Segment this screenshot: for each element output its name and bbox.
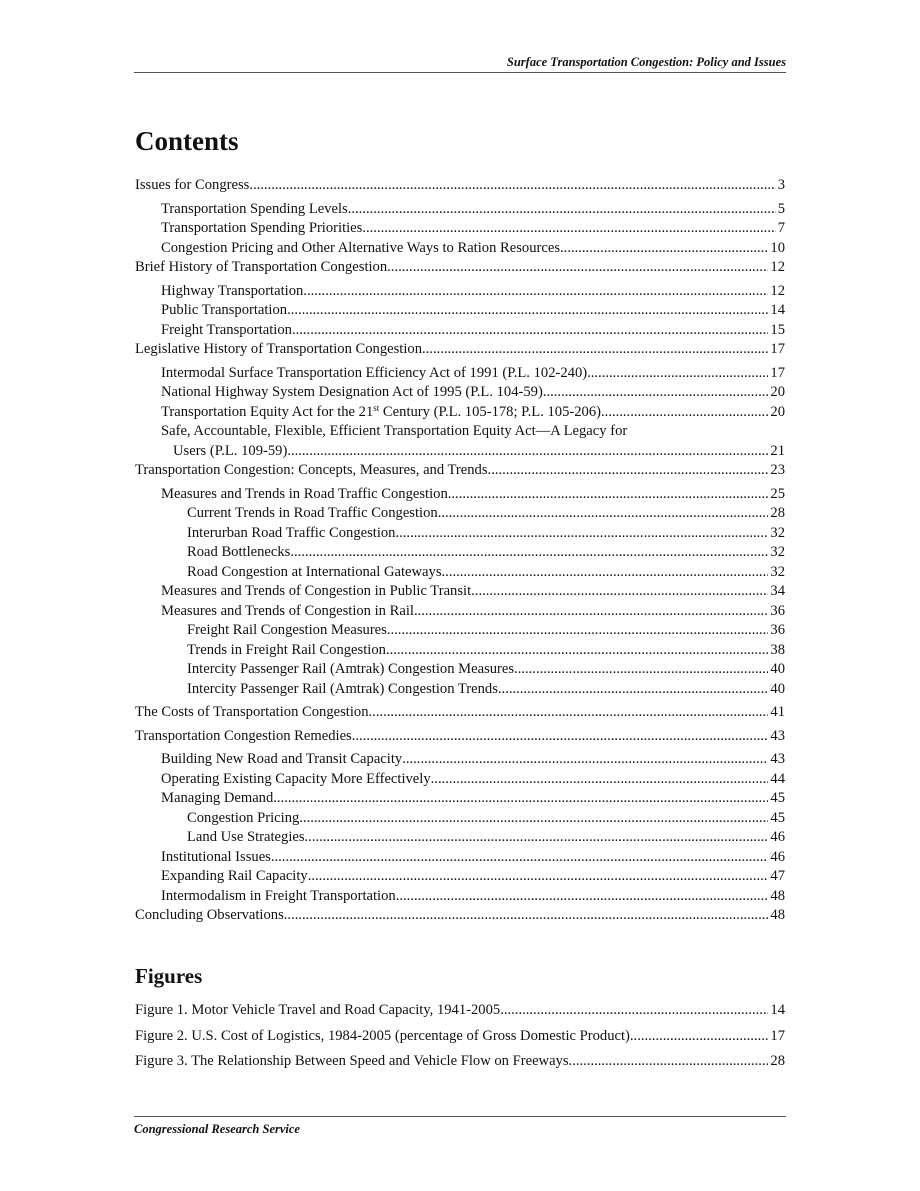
- toc-entry[interactable]: Freight Transportation ..... 15: [135, 321, 785, 341]
- figure-entry[interactable]: Figure 3. The Relationship Between Speed and Vehicle Flow on Freeways ..... 28: [135, 1052, 785, 1072]
- toc-entry[interactable]: Intercity Passenger Rail (Amtrak) Congestion Trends ..... 40: [135, 680, 785, 700]
- toc-entry[interactable]: Current Trends in Road Traffic Congestion ..... 28: [135, 504, 785, 524]
- toc-entry[interactable]: Users (P.L. 109-59) ..... 21: [135, 442, 785, 462]
- figure-entry[interactable]: Figure 2. U.S. Cost of Logistics, 1984-2005 (percentage of Gross Domestic Product) ..... 17: [135, 1027, 785, 1047]
- toc-entry[interactable]: Road Congestion at International Gateways ..... 32: [135, 563, 785, 583]
- toc-entry[interactable]: Measures and Trends of Congestion in Public Transit ..... 34: [135, 582, 785, 602]
- toc-entry[interactable]: Measures and Trends in Road Traffic Congestion ..... 25: [135, 485, 785, 505]
- toc-entry[interactable]: The Costs of Transportation Congestion ..... 41: [135, 703, 785, 723]
- toc-entry[interactable]: Transportation Congestion: Concepts, Measures, and Trends ..... 23: [135, 461, 785, 481]
- toc-entry[interactable]: Interurban Road Traffic Congestion ..... 32: [135, 524, 785, 544]
- toc-entry[interactable]: Building New Road and Transit Capacity ..... 43: [135, 750, 785, 770]
- toc-entry[interactable]: Transportation Congestion Remedies ..... 43: [135, 727, 785, 747]
- toc-entry[interactable]: Highway Transportation ..... 12: [135, 282, 785, 302]
- list-of-figures: [135, 1001, 785, 1078]
- table-of-contents: [135, 176, 785, 926]
- toc-entry[interactable]: Institutional Issues ..... 46: [135, 848, 785, 868]
- toc-entry[interactable]: Congestion Pricing ..... 45: [135, 809, 785, 829]
- page-footer: [134, 1116, 786, 1137]
- contents-heading: Contents: [135, 126, 239, 156]
- toc-entry[interactable]: Congestion Pricing and Other Alternative Ways to Ration Resources ..... 10: [135, 239, 785, 259]
- toc-entry[interactable]: Legislative History of Transportation Congestion ..... 17: [135, 340, 785, 360]
- toc-entry-wrapped-line[interactable]: Safe, Accountable, Flexible, Efficient Transportation Equity Act—A Legacy for: [161, 423, 628, 439]
- toc-entry[interactable]: Land Use Strategies ..... 46: [135, 828, 785, 848]
- toc-entry[interactable]: Measures and Trends of Congestion in Rail ..... 36: [135, 602, 785, 622]
- toc-entry[interactable]: Operating Existing Capacity More Effectively ..... 44: [135, 770, 785, 790]
- figure-entry[interactable]: Figure 1. Motor Vehicle Travel and Road Capacity, 1941-2005 ..... 14: [135, 1001, 785, 1021]
- toc-entry[interactable]: Intercity Passenger Rail (Amtrak) Congestion Measures ..... 40: [135, 660, 785, 680]
- footer-organization: Congressional Research Service: [134, 1122, 300, 1136]
- toc-entry[interactable]: Road Bottlenecks ..... 32: [135, 543, 785, 563]
- toc-entry[interactable]: Public Transportation ..... 14: [135, 301, 785, 321]
- toc-entry[interactable]: Brief History of Transportation Congestion ..... 12: [135, 258, 785, 278]
- toc-entry[interactable]: Expanding Rail Capacity ..... 47: [135, 867, 785, 887]
- toc-entry[interactable]: Transportation Equity Act for the 21st Century (P.L. 105-178; P.L. 105-206) ..... 20: [135, 403, 785, 423]
- toc-entry[interactable]: Managing Demand ..... 45: [135, 789, 785, 809]
- toc-entry[interactable]: Trends in Freight Rail Congestion ..... 38: [135, 641, 785, 661]
- toc-entry[interactable]: Issues for Congress ..... 3: [135, 176, 785, 196]
- running-title: Surface Transportation Congestion: Policy and Issues: [506, 55, 786, 69]
- toc-entry[interactable]: Intermodalism in Freight Transportation ..... 48: [135, 887, 785, 907]
- toc-entry[interactable]: Intermodal Surface Transportation Efficiency Act of 1991 (P.L. 102-240) ..... 17: [135, 364, 785, 384]
- figures-heading: Figures: [135, 964, 203, 988]
- toc-entry[interactable]: Transportation Spending Levels ..... 5: [135, 200, 785, 220]
- toc-entry[interactable]: Transportation Spending Priorities ..... 7: [135, 219, 785, 239]
- toc-entry[interactable]: Concluding Observations ..... 48: [135, 906, 785, 926]
- toc-entry[interactable]: National Highway System Designation Act of 1995 (P.L. 104-59) ..... 20: [135, 383, 785, 403]
- running-header: [134, 55, 786, 73]
- toc-entry[interactable]: Freight Rail Congestion Measures ..... 36: [135, 621, 785, 641]
